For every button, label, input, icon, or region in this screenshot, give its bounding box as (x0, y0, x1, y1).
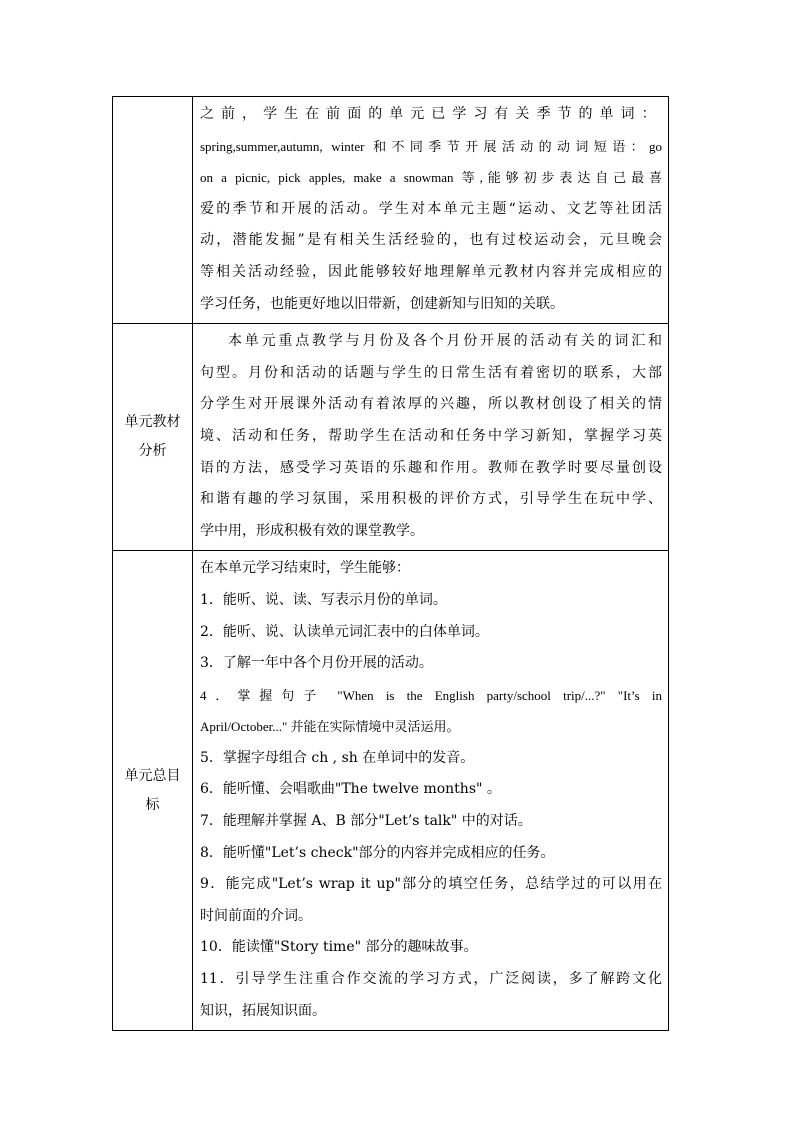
goal-line: 11．引导学生注重合作交流的学习方式，广泛阅读，多了解跨文化 (200, 971, 662, 988)
text-line: 学习任务，也能更好地以旧带新，创建新知与旧知的关联。 (200, 295, 564, 312)
prior-knowledge-cell (193, 97, 669, 324)
text-line: on a picnic, pick apples, make a snowman 等,能够初步表达自己最喜 (200, 170, 662, 186)
text-line: 等相关活动经验，因此能够较好地理解单元教材内容并完成相应的 (200, 263, 662, 280)
text-line: 本单元重点教学与月份及各个月份开展的活动有关的词汇和 (228, 333, 662, 350)
goal-line: 6．能听懂、会唱歌曲"The twelve months" 。 (200, 781, 501, 798)
goal-line: 4．掌握句子 "When is the English party/school trip/...?" "It’s in (200, 687, 662, 703)
goal-line: 10．能读懂"Story time" 部分的趣味故事。 (200, 939, 478, 956)
row-label-empty (113, 97, 193, 324)
goal-line: 7．能理解并掌握 A、B 部分"Let’s talk" 中的对话。 (200, 813, 532, 830)
text-line: 语的方法，感受学习英语的乐趣和作用。教师在教学时要尽量创设 (200, 459, 662, 476)
text-line: 境、活动和任务，帮助学生在活动和任务中学习新知，掌握学习英 (200, 427, 662, 444)
row-label: 单元总目标 (124, 767, 181, 813)
text-line: 学中用，形成积极有效的课堂教学。 (200, 522, 424, 539)
goal-line: 1．能听、说、读、写表示月份的单词。 (200, 591, 447, 608)
text-line: 句型。月份和活动的话题与学生的日常生活有着密切的联系，大部 (200, 364, 662, 381)
goal-line: 时间前面的介词。 (200, 907, 312, 924)
text-line: 分学生对开展课外活动有着浓厚的兴趣，所以教材创设了相关的情 (200, 396, 662, 413)
text-line: 爱的季节和开展的活动。学生对本单元主题“运动、文艺等社团活 (200, 200, 662, 217)
table-row-material-analysis (113, 324, 669, 551)
goal-line: April/October..." 并能在实际情境中灵活运用。 (200, 719, 460, 735)
row-label-unit-goals (113, 551, 193, 1031)
unit-plan-table (112, 96, 669, 1031)
row-label-material-analysis (113, 324, 193, 551)
text-line: 和谐有趣的学习氛围，采用积极的评价方式，引导学生在玩中学、 (200, 491, 662, 508)
text-line: 之前，学生在前面的单元已学习有关季节的单词： (200, 106, 662, 122)
text-line: spring,summer,autumn, winter 和不同季节开展活动的动词短语：go (200, 138, 662, 154)
table-row-unit-goals (113, 551, 669, 1031)
unit-goals-cell (193, 551, 669, 1031)
text-line: 动，潜能发掘”是有相关生活经验的，也有过校运动会，元旦晚会 (200, 232, 662, 249)
material-analysis-cell (193, 324, 669, 551)
table-row-prior-knowledge (113, 97, 669, 324)
goal-line: 8．能听懂"Let’s check"部分的内容并完成相应的任务。 (200, 844, 555, 861)
goal-line: 在本单元学习结束时，学生能够： (200, 560, 410, 577)
goal-line: 5．掌握字母组合 ch , sh 在单词中的发音。 (200, 749, 475, 766)
goal-line: 9．能完成"Let’s wrap it up"部分的填空任务，总结学过的可以用在 (200, 876, 662, 893)
goal-line: 知识，拓展知识面。 (200, 1002, 326, 1019)
goal-line: 2．能听、说、认读单元词汇表中的白体单词。 (200, 623, 489, 640)
goal-line: 3．了解一年中各个月份开展的活动。 (200, 655, 433, 672)
row-label: 单元教材分析 (124, 414, 181, 460)
